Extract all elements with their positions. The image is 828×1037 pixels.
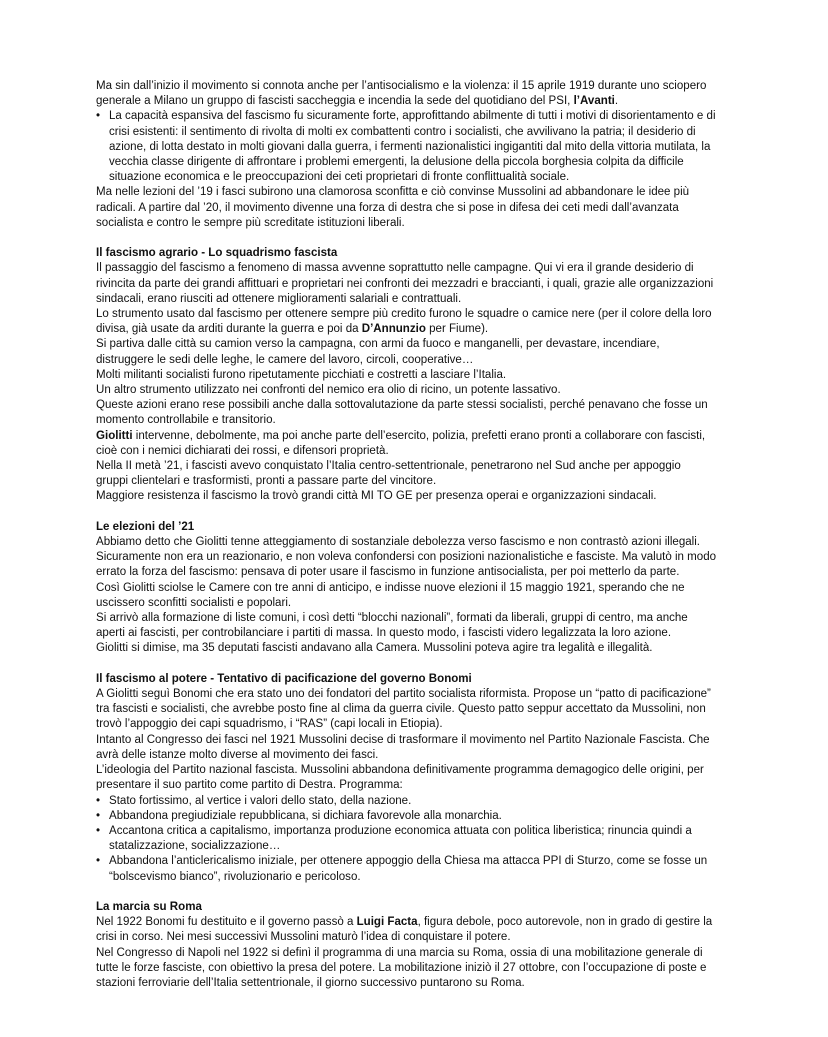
section-marcia [96,900,746,991]
annunzio-bold: D’Annunzio [361,323,426,336]
text-line: avrà delle istanze molto diverse al movimento dei fasci. [96,748,379,761]
text-line: “bolscevismo bianco”, rivoluzionario e pericoloso. [109,870,361,883]
text-line: • Abbandona l’anticlericalismo iniziale, per ottenere appoggio della Chiesa ma attacca PPI di Sturzo, come se fosse un [109,855,708,868]
text-line: Sicuramente non era un reazionario, e non voleva confondersi con posizioni nazionalistiche e fasciste. Ma valutò in modo [96,551,717,564]
text-line: Si partiva dalle città su camion verso la campagna, con armi da fuoco e manganelli, per devastare, incendiare, [96,338,660,351]
text-line: Queste azioni erano rese possibili anche dalla sottovalutazione da parte stessi socialisti, perché penavano che fosse un [96,399,708,412]
text-line: stazioni ferroviarie dell’Italia settentrionale, il giorno successivo puntarono su Roma. [96,976,525,989]
text-line: • Accantona critica a capitalismo, importanza produzione economica attuata con politica liberistica; rinuncia quindi a [109,824,692,837]
text-line: Maggiore resistenza il fascismo la trovò grandi città MI TO GE per presenza operai e organizzazioni sindacali. [96,490,657,503]
text-line: trovò l’appoggio dei capi squadrismo, i “RAS” (capi locali in Etiopia). [96,718,443,731]
text-line: Si arrivò alla formazione di liste comuni, i così detti “blocchi nazionali”, formati da liberali, gruppi di centro, ma anche [96,612,688,625]
text-line: generale a Milano un gruppo di fascisti saccheggia e incendia la sede del quotidiano del PSI, l’Avanti. [96,95,619,108]
text-line: Lo strumento usato dal fascismo per ottenere sempre più credito furono le squadre o camice nere (per il colore della loro [96,308,712,321]
intro-paragraph [96,79,746,109]
text-line: Così Giolitti sciolse le Camere con tre anni di anticipo, e indisse nuove elezioni il 15 maggio 1921, sperando che ne [96,581,685,594]
text-line: distruggere le sedi delle leghe, le camere del lavoro, circoli, cooperative… [96,353,474,366]
section-heading: Il fascismo al potere - Tentativo di pacificazione del governo Bonomi [96,672,472,685]
bullet-item [96,854,746,884]
text-line: aperti ai fascisti, per controbilanciare i partiti di massa. In questo modo, i fascisti videro legalizzata la loro azione. [96,627,672,640]
section-heading: Il fascismo agrario - Lo squadrismo fascista [96,247,338,260]
text-line: tutte le forze fasciste, con obiettivo la presa del potere. La mobilitazione iniziò il 27 ottobre, con l’occupazione di poste e [96,961,707,974]
text-line: situazione economica e le preoccupazioni dei ceti proprietari di fronte conflittualità sociale. [109,171,570,184]
avanti-bold: l’Avanti [573,95,615,108]
bullet-item [96,824,746,854]
section-heading: La marcia su Roma [96,900,202,913]
text-line: Ma sin dall’inizio il movimento si connota anche per l’antisocialismo e la violenza: il 15 aprile 1919 durante uno sciopero [96,80,707,92]
text-line: presentare il suo partito come partito di Destra. Programma: [96,779,403,792]
text-line: statalizzazione, socializzazione… [109,840,281,853]
document-page [96,79,746,991]
bullet-item [96,809,746,824]
text-line: sindacali, erano riusciti ad ottenere miglioramenti salariali e contrattuali. [96,292,462,305]
text-line: cioè con i nemici dichiarati dei rossi, e difensori proprietà. [96,444,389,457]
text-line: radicali. A partire dal ’20, il movimento divenne una forza di destra che si pose in difesa dei ceti medi dall’avanzata [96,201,679,214]
text-line: Intanto al Congresso dei fasci nel 1921 Mussolini decise di trasformare il movimento nel Partito Nazionale Fascista. Che [96,733,710,746]
text-line: azione, di lotta destato in molti giovani dalla guerra, i fermenti nazionalistici ingigantiti dal mito della vittoria mutilata, la [109,140,711,153]
section-agrario [96,246,746,504]
section-potere [96,672,746,885]
text-line: tra fascisti e socialisti, che avrebbe posto fine al clima da guerra civile. Questo patto seppur accettato da Mussolini, non [96,703,706,716]
text-line: crisi esistenti: il sentimento di rivolta di molti ex combattenti contro i socialisti, che avvilivano la patria; il desiderio di [109,125,696,138]
text-line: Giolitti intervenne, debolmente, ma poi anche parte dell’esercito, polizia, prefetti erano pronti a collaborare con fascisti, [96,429,706,442]
text-line: Giolitti si dimise, ma 35 deputati fascisti andavano alla Camera. Mussolini poteva agire tra legalità e illegalità. [96,642,653,655]
giolitti-bold: Giolitti [96,429,133,442]
text-line: A Giolitti seguì Bonomi che era stato uno dei fondatori del partito socialista riformista. Propose un “patto di pacificazione” [96,688,711,701]
text-line: uscissero sconfitti socialisti e popolari. [96,596,292,609]
text-line: Abbiamo detto che Giolitti tenne atteggiamento di sostanziale debolezza verso fascismo e non contrastò azioni illegali. [96,536,700,549]
text-line: • Stato fortissimo, al vertice i valori dello stato, della nazione. [109,794,412,807]
text-line: Molti militanti socialisti furono ripetutamente picchiati e costretti a lasciare l’Italia. [96,368,507,381]
text-line: Nel 1922 Bonomi fu destituito e il governo passò a Luigi Facta, figura debole, poco autorevole, non in grado di gestire la [96,916,713,929]
bullet-item [96,109,746,185]
text-line: divisa, già usate da arditi durante la guerra e poi da D’Annunzio per Fiume). [96,323,489,336]
text-line: vecchia classe dirigente di affrontare i problemi emergenti, la delusione della piccola borghesia colpita da difficile [109,156,684,169]
text-line: rivincita da parte dei grandi affittuari e proprietari nei confronti dei mezzadri e braccianti, i quali, grazie alle organizzazioni [96,277,714,290]
text-line: Nel Congresso di Napoli nel 1922 si definì il programma di una marcia su Roma, ossia di una mobilitazione generale di [96,946,703,959]
bullet-item [96,794,746,809]
text-line: Un altro strumento utilizzato nei confronti del nemico era olio di ricino, un potente lassativo. [96,384,561,397]
section-heading: Le elezioni del ’21 [96,520,195,533]
text-line: momento controllabile e transitorio. [96,414,276,427]
text-line: L’ideologia del Partito nazional fascista. Mussolini abbandona definitivamente programma demagogico delle origini, per [96,764,704,777]
text-line: • Abbandona pregiudiziale repubblicana, si dichiara favorevole alla monarchia. [109,809,502,822]
text-line: Nella II metà ’21, i fascisti avevo conquistato l’Italia centro-settentrionale, penetrarono nel Sud anche per appoggio [96,460,681,473]
facta-bold: Luigi Facta [356,916,418,929]
section-elezioni [96,520,746,657]
text-line: Ma nelle lezioni del ’19 i fasci subirono una clamorosa sconfitta e ciò convinse Mussolini ad abbandonare le idee più [96,186,690,199]
intro-paragraph-2 [96,185,746,231]
text-line: Il passaggio del fascismo a fenomeno di massa avvenne soprattutto nelle campagne. Qui vi era il grande desiderio di [96,262,694,275]
text-line: • La capacità espansiva del fascismo fu sicuramente forte, approfittando abilmente di tutti i motivi di disorientamento e di [109,110,716,123]
text-line: crisi in corso. Nei mesi successivi Mussolini maturò l’idea di conquistare il potere. [96,931,511,944]
text-line: errato la forza del fascismo: pensava di poter usare il fascismo in funzione antisocialista, per poi metterlo da parte. [96,566,680,579]
text-line: gruppi clientelari e trasformisti, pronti a passare parte del vincitore. [96,475,437,488]
text-line: socialista e contro le sempre più screditate istituzioni liberali. [96,216,405,229]
